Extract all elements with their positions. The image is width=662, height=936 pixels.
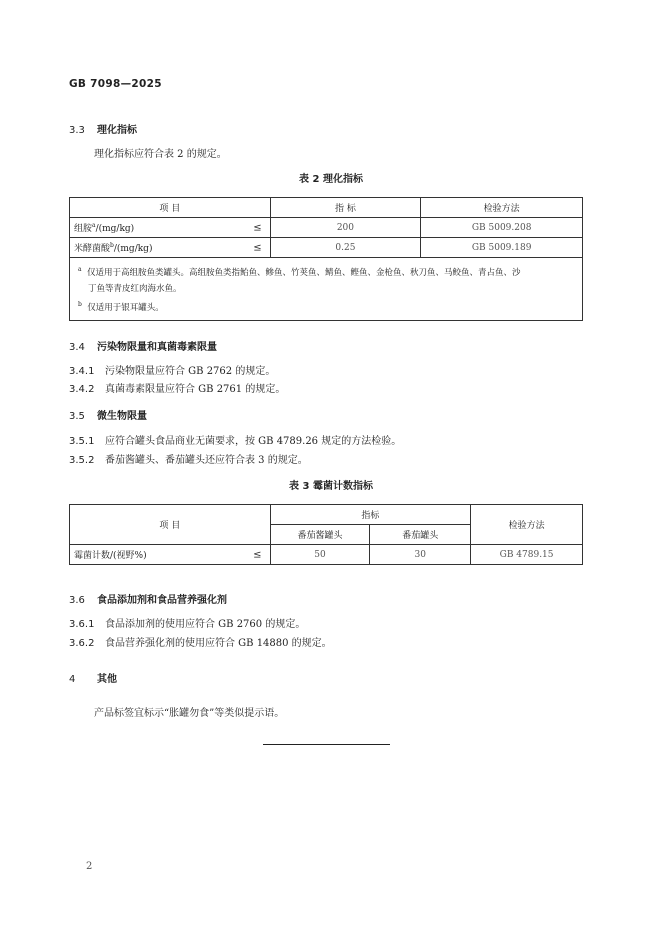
section-number: 3.6 <box>69 595 85 606</box>
note-a-cont: 丁鱼等青皮红肉海水鱼。 <box>88 283 182 294</box>
clause-3-4-2 <box>69 380 285 395</box>
row-item <box>70 238 271 258</box>
row-item <box>70 218 271 238</box>
clause-text: 番茄酱罐头、番茄罐头还应符合表 3 的规定。 <box>105 455 308 466</box>
table-3 <box>69 504 583 565</box>
row-method: GB 5009.208 <box>421 218 583 238</box>
header-index: 指标 <box>270 505 471 525</box>
item-name: 组胺 <box>74 224 93 234</box>
table-header-row <box>70 505 583 525</box>
table-header-row <box>70 198 583 218</box>
le-symbol: ≤ <box>253 242 262 253</box>
header-item: 项 目 <box>70 198 271 218</box>
table-row <box>70 545 583 565</box>
section-3-4-heading <box>69 338 217 353</box>
note-text: 仅适用于银耳罐头。 <box>87 302 164 313</box>
section-4-text: 产品标签宜标示“胀罐勿食”等类似提示语。 <box>94 708 285 719</box>
clause-3-6-2 <box>69 634 332 649</box>
section-title: 其他 <box>97 674 117 685</box>
subheader-tomato-paste: 番茄酱罐头 <box>270 525 370 545</box>
clause-text: 真菌毒素限量应符合 GB 2761 的规定。 <box>105 384 286 395</box>
clause-3-6-1 <box>69 615 305 630</box>
subheader-tomato: 番茄罐头 <box>370 525 471 545</box>
note-a <box>78 262 572 281</box>
item-unit: /(mg/kg) <box>95 224 135 234</box>
clause-number: 3.6.2 <box>69 638 95 649</box>
row-value-tomato: 30 <box>370 545 471 565</box>
row-value: 200 <box>270 218 421 238</box>
note-mark: a <box>78 266 82 273</box>
clause-text: 污染物限量应符合 GB 2762 的规定。 <box>105 366 276 377</box>
section-title: 食品添加剂和食品营养强化剂 <box>97 595 227 606</box>
table-row <box>70 238 583 258</box>
page-number: 2 <box>86 861 93 872</box>
header-method: 检验方法 <box>471 505 583 545</box>
row-value: 0.25 <box>270 238 421 258</box>
item-name: 霉菌计数/(视野%) <box>74 551 147 561</box>
header-item: 项 目 <box>70 505 271 545</box>
header-index: 指 标 <box>270 198 421 218</box>
table-2-caption: 表 2 理化指标 <box>299 174 363 185</box>
clause-text: 食品营养强化剂的使用应符合 GB 14880 的规定。 <box>105 638 332 649</box>
table-2 <box>69 197 583 321</box>
section-number: 3.5 <box>69 411 85 422</box>
clause-3-4-1 <box>69 362 275 377</box>
section-3-5-heading <box>69 407 147 422</box>
header-method: 检验方法 <box>421 198 583 218</box>
section-3-3-text: 理化指标应符合表 2 的规定。 <box>94 149 227 160</box>
section-4-heading <box>69 670 117 685</box>
clause-number: 3.6.1 <box>69 619 95 630</box>
table-row <box>70 218 583 238</box>
clause-text: 应符合罐头食品商业无菌要求，按 GB 4789.26 规定的方法检验。 <box>105 436 402 447</box>
section-3-6-heading <box>69 591 227 606</box>
table-notes-row <box>70 258 583 321</box>
section-title: 污染物限量和真菌毒素限量 <box>97 342 217 353</box>
clause-number: 3.5.2 <box>69 455 95 466</box>
footnote-mark: a <box>92 222 96 229</box>
item-name: 米酵菌酸 <box>74 244 111 254</box>
footnote-mark: b <box>110 242 114 249</box>
note-b <box>78 297 572 316</box>
clause-number: 3.4.2 <box>69 384 95 395</box>
clause-text: 食品添加剂的使用应符合 GB 2760 的规定。 <box>105 619 306 630</box>
clause-number: 3.4.1 <box>69 366 95 377</box>
le-symbol: ≤ <box>253 222 262 233</box>
table-notes <box>70 258 583 321</box>
section-number: 3.4 <box>69 342 85 353</box>
item-unit: /(mg/kg) <box>113 244 153 254</box>
section-number: 3.3 <box>69 125 85 136</box>
row-value-tomato-paste: 50 <box>270 545 370 565</box>
standard-header: GB 7098—2025 <box>69 78 162 90</box>
clause-number: 3.5.1 <box>69 436 95 447</box>
clause-3-5-1 <box>69 432 401 447</box>
section-3-3-heading <box>69 121 137 136</box>
row-method: GB 5009.189 <box>421 238 583 258</box>
section-title: 微生物限量 <box>97 411 147 422</box>
table-3-caption: 表 3 霉菌计数指标 <box>289 481 373 492</box>
note-mark: b <box>78 300 82 308</box>
end-rule <box>263 744 390 745</box>
clause-3-5-2 <box>69 451 308 466</box>
row-item <box>70 545 271 565</box>
section-title: 理化指标 <box>97 125 137 136</box>
row-method: GB 4789.15 <box>471 545 583 565</box>
note-text: 仅适用于高组胺鱼类罐头。高组胺鱼类指鲐鱼、鲹鱼、竹荚鱼、鲭鱼、鲣鱼、金枪鱼、秋刀鱼、马鲛鱼、青占鱼、沙 <box>86 267 521 278</box>
section-number: 4 <box>69 674 76 685</box>
le-symbol: ≤ <box>253 549 262 560</box>
